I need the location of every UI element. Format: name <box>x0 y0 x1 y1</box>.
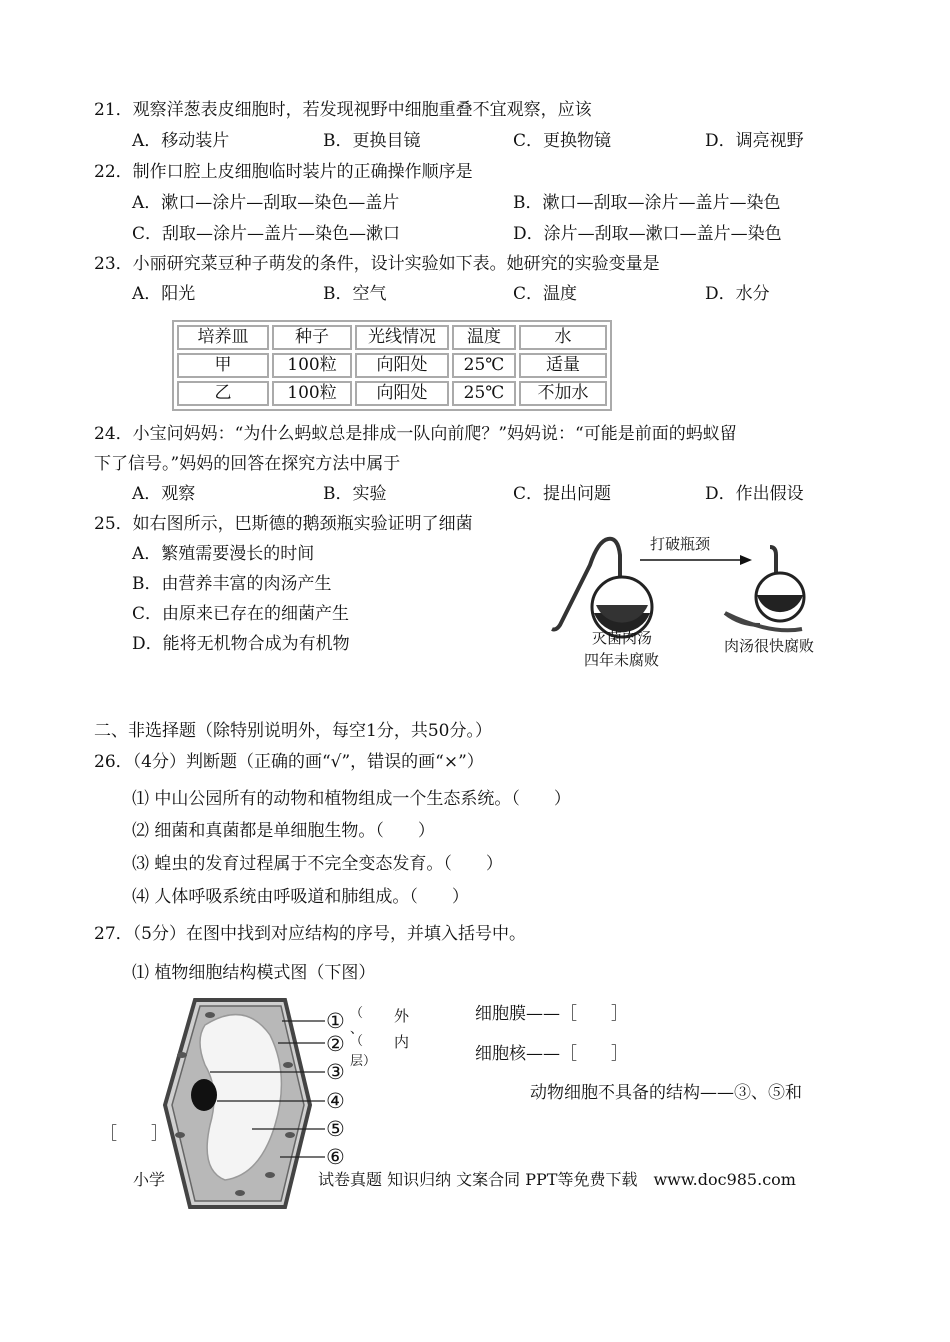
table-header: 培养皿 <box>177 325 269 350</box>
q25-option-c: C．由原来已存在的细菌产生 <box>132 604 350 624</box>
q23-option-c: C．温度 <box>513 284 578 304</box>
chloroplast <box>205 1012 215 1018</box>
q23-option-b: B．空气 <box>323 284 387 304</box>
q27-sub1: ⑴ 植物细胞结构模式图（下图） <box>132 963 376 983</box>
arrow-label: 打破瓶颈 <box>650 535 711 553</box>
chloroplast <box>175 1132 185 1138</box>
blank-bracket: ［ ］ <box>100 1124 168 1144</box>
table-cell: 25℃ <box>452 381 516 406</box>
blank-nucleus: 细胞核——［ ］ <box>475 1044 628 1064</box>
table-cell: 向阳处 <box>355 353 449 378</box>
q22-option-a: A．漱口—涂片—刮取—染色—盖片 <box>132 193 400 213</box>
q23-option-d: D．水分 <box>705 284 770 304</box>
q22-option-d: D．涂片—刮取—漱口—盖片—染色 <box>513 224 782 244</box>
table-cell: 适量 <box>519 353 607 378</box>
q21-option-c: C．更换物镜 <box>513 131 612 151</box>
chloroplast <box>235 1190 245 1196</box>
q26-stem: 26．（4分）判断题（正确的画“√”，错误的画“×”） <box>94 752 484 772</box>
table-cell: 乙 <box>177 381 269 406</box>
q21-stem: 21．观察洋葱表皮细胞时，若发现视野中细胞重叠不宜观察，应该 <box>94 100 592 120</box>
q23-option-a: A．阳光 <box>132 284 196 304</box>
side-note: 层） <box>350 1054 377 1069</box>
label-4: ④ <box>326 1089 345 1113</box>
label-3: ③ <box>326 1060 345 1084</box>
table-cell: 向阳处 <box>355 381 449 406</box>
table-header: 种子 <box>272 325 352 350</box>
label-2: ② <box>326 1032 345 1056</box>
q21-option-b: B．更换目镜 <box>323 131 421 151</box>
q25-option-b: B．由营养丰富的肉汤产生 <box>132 574 332 594</box>
table-header-row <box>177 325 607 350</box>
q22-option-b: B．漱口—刮取—涂片—盖片—染色 <box>513 193 781 213</box>
chloroplast <box>285 1132 295 1138</box>
q24-option-c: C．提出问题 <box>513 484 612 504</box>
q26-item-3: ⑶ 蝗虫的发育过程属于不完全变态发育。（ ） <box>132 854 503 874</box>
q23-stem: 23．小丽研究菜豆种子萌发的条件，设计实验如下表。她研究的实验变量是 <box>94 254 660 274</box>
side-note: （ <box>350 1034 364 1049</box>
q24-option-a: A．观察 <box>132 484 196 504</box>
q22-stem: 22．制作口腔上皮细胞临时装片的正确操作顺序是 <box>94 162 473 182</box>
label-6: ⑥ <box>326 1145 345 1169</box>
table-cell: 25℃ <box>452 353 516 378</box>
q25-stem: 25．如右图所示，巴斯德的鹅颈瓶实验证明了细菌 <box>94 514 473 534</box>
q22-option-c: C．刮取—涂片—盖片—染色—漱口 <box>132 224 401 244</box>
arrow-head <box>740 555 752 565</box>
swan-neck-flask-figure <box>540 525 860 675</box>
q21-option-a: A．移动装片 <box>132 131 230 151</box>
q24-option-b: B．实验 <box>323 484 387 504</box>
animal-cell-line: 动物细胞不具备的结构——③、⑤和 <box>530 1083 802 1103</box>
chloroplast <box>177 1052 187 1058</box>
experiment-table <box>172 320 612 411</box>
q25-option-d: D．能将无机物合成为有机物 <box>132 634 350 654</box>
q26-item-1: ⑴ 中山公园所有的动物和植物组成一个生态系统。（ ） <box>132 789 571 809</box>
left-caption-2: 四年未腐败 <box>584 651 660 669</box>
footer-text: 试卷真题 知识归纳 文案合同 PPT等免费下载 www.doc985.com <box>318 1170 796 1189</box>
table-header: 水 <box>519 325 607 350</box>
table-row <box>177 381 607 406</box>
left-caption-1: 灭菌肉汤 <box>592 629 653 647</box>
q24-stem-line2: 下了信号。”妈妈的回答在探究方法中属于 <box>94 454 401 474</box>
q24-stem-line1: 24．小宝问妈妈：“为什么蚂蚁总是排成一队向前爬？”妈妈说：“可能是前面的蚂蚁留 <box>94 424 737 444</box>
table-cell: 100粒 <box>272 381 352 406</box>
blank-cell-membrane: 细胞膜——［ ］ <box>475 1004 628 1024</box>
side-note: 内 <box>394 1033 410 1051</box>
chloroplast <box>265 1172 275 1178</box>
q25-option-a: A．繁殖需要漫长的时间 <box>132 544 315 564</box>
table-cell: 100粒 <box>272 353 352 378</box>
side-note: 、 <box>350 1022 364 1037</box>
q24-option-d: D．作出假设 <box>705 484 804 504</box>
q26-item-4: ⑷ 人体呼吸系统由呼吸道和肺组成。（ ） <box>132 887 469 907</box>
table-cell: 不加水 <box>519 381 607 406</box>
q27-stem: 27．（5分）在图中找到对应结构的序号，并填入括号中。 <box>94 924 526 944</box>
q21-option-d: D．调亮视野 <box>705 131 804 151</box>
q26-item-2: ⑵ 细菌和真菌都是单细胞生物。（ ） <box>132 821 435 841</box>
table-header: 光线情况 <box>355 325 449 350</box>
broken-neck <box>770 547 776 573</box>
nucleus <box>191 1079 217 1111</box>
label-1: ① <box>326 1009 345 1033</box>
chloroplast <box>283 1062 293 1068</box>
footer-left: 小学 <box>133 1170 166 1189</box>
section-2-heading: 二、非选择题（除特别说明外，每空1分，共50分。） <box>94 721 492 741</box>
side-note: 外 <box>394 1007 410 1025</box>
label-5: ⑤ <box>326 1117 345 1141</box>
side-note: （ <box>350 1006 364 1021</box>
table-cell: 甲 <box>177 353 269 378</box>
right-caption: 肉汤很快腐败 <box>724 637 815 655</box>
table-row <box>177 353 607 378</box>
table-header: 温度 <box>452 325 516 350</box>
